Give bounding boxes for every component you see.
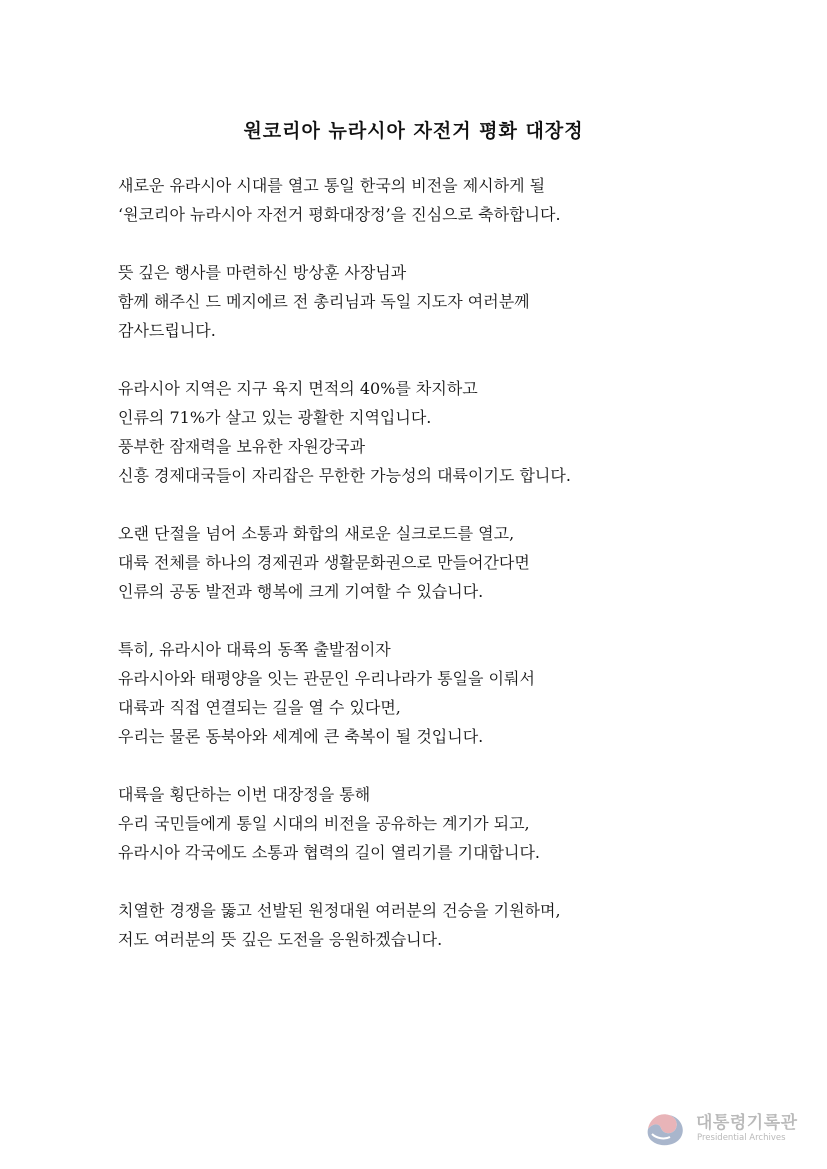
paragraph: [118, 374, 768, 490]
archive-name: 대통령기록관: [696, 1113, 798, 1133]
text-line: 특히, 유라시아 대륙의 동쪽 출발점이자: [118, 640, 391, 659]
text-line: 유라시아 각국에도 소통과 협력의 길이 열리기를 기대합니다.: [118, 843, 541, 862]
text-line: 치열한 경쟁을 뚫고 선발된 원정대원 여러분의 건승을 기원하며,: [118, 901, 561, 920]
text-line: 새로운 유라시아 시대를 열고 통일 한국의 비전을 제시하게 될: [118, 176, 546, 195]
paragraph: [118, 258, 768, 345]
document-body: [118, 171, 768, 983]
text-line: 오랜 단절을 넘어 소통과 화합의 새로운 실크로드를 열고,: [118, 524, 515, 543]
paragraph: [118, 635, 768, 751]
text-line: 유라시아 지역은 지구 육지 면적의 40%를 차지하고: [118, 379, 478, 398]
text-line: 감사드립니다.: [118, 321, 216, 340]
text-line: 풍부한 잠재력을 보유한 자원강국과: [118, 437, 366, 456]
text-line: 유라시아와 태평양을 잇는 관문인 우리나라가 통일을 이뤄서: [118, 669, 535, 688]
text-line: 인류의 공동 발전과 행복에 크게 기여할 수 있습니다.: [118, 582, 484, 601]
text-line: 대륙 전체를 하나의 경제권과 생활문화권으로 만들어간다면: [118, 553, 530, 572]
paragraph: [118, 171, 768, 229]
paragraph: [118, 780, 768, 867]
text-line: 저도 여러분의 뜻 깊은 도전을 응원하겠습니다.: [118, 930, 443, 949]
text-line: 신흥 경제대국들이 자리잡은 무한한 가능성의 대륙이기도 합니다.: [118, 466, 571, 485]
text-line: 함께 해주신 드 메지에르 전 총리님과 독일 지도자 여러분께: [118, 292, 530, 311]
taegeuk-emblem-icon: [642, 1104, 688, 1150]
text-line: 인류의 71%가 살고 있는 광활한 지역입니다.: [118, 408, 432, 427]
paragraph: [118, 896, 768, 954]
archive-name-english: Presidential Archives: [697, 1133, 786, 1143]
text-line: 우리는 물론 동북아와 세계에 큰 축복이 될 것입니다.: [118, 727, 484, 746]
text-line: 뜻 깊은 행사를 마련하신 방상훈 사장님과: [118, 263, 407, 282]
paragraph: [118, 519, 768, 606]
text-line: 대륙과 직접 연결되는 길을 열 수 있다면,: [118, 698, 401, 717]
text-line: ‘원코리아 뉴라시아 자전거 평화대장정’을 진심으로 축하합니다.: [118, 205, 561, 224]
text-line: 우리 국민들에게 통일 시대의 비전을 공유하는 계기가 되고,: [118, 814, 530, 833]
archive-logo: [642, 1104, 812, 1154]
document-title: 원코리아 뉴라시아 자전거 평화 대장정: [243, 120, 584, 142]
text-line: 대륙을 횡단하는 이번 대장정을 통해: [118, 785, 371, 804]
